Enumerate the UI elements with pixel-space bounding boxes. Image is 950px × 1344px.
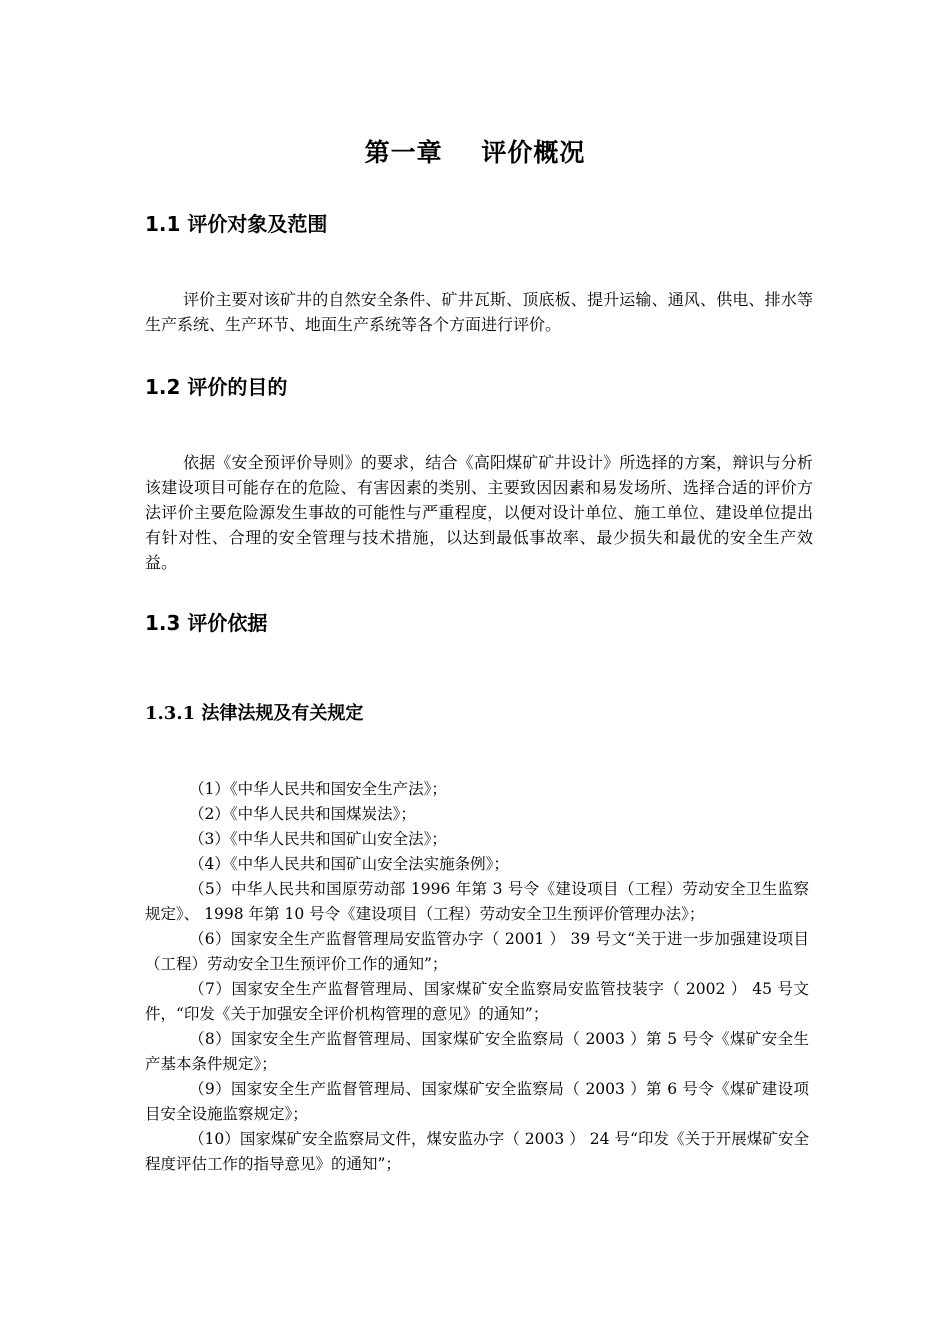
section-heading-1-3: 1.3 评价依据 [145, 611, 268, 635]
regulation-item: （10）国家煤矿安全监察局文件，煤安监办字（ 2003 ） 24 号“印发《关于开展煤矿安全程度评估工作的指导意见》的通知”； [145, 1130, 809, 1173]
regulation-list [145, 777, 809, 1177]
section-heading-1-2: 1.2 评价的目的 [145, 375, 288, 399]
regulation-item: （2）《中华人民共和国煤炭法》； [189, 805, 416, 823]
regulation-item: （9）国家安全生产监督管理局、国家煤矿安全监察局（ 2003 ）第 6 号令《煤矿建设项目安全设施监察规定》； [145, 1080, 809, 1123]
regulation-item: （1）《中华人民共和国安全生产法》； [189, 780, 447, 798]
regulation-item: （4）《中华人民共和国矿山安全法实施条例》； [189, 855, 509, 873]
regulation-item: （8）国家安全生产监督管理局、国家煤矿安全监察局（ 2003 ）第 5 号令《煤矿安全生产基本条件规定》； [145, 1030, 809, 1073]
section-heading-1-3-1: 1.3.1 法律法规及有关规定 [145, 703, 364, 724]
regulation-item: （5）中华人民共和国原劳动部 1996 年第 3 号令《建设项目（工程）劳动安全卫生监察规定》、 1998 年第 10 号令《建设项目（工程）劳动安全卫生预评价管理办法》； [145, 880, 809, 923]
regulation-item: （7）国家安全生产监督管理局、国家煤矿安全监察局安监管技装字（ 2002 ） 45 号文件，“印发《关于加强安全评价机构管理的意见》的通知”； [145, 980, 809, 1023]
section-1-2-paragraph: 依据《安全预评价导则》的要求，结合《高阳煤矿矿井设计》所选择的方案，辩识与分析该建设项目可能存在的危险、有害因素的类别、主要致因因素和易发场所、选择合适的评价方法评价主要危险源发生事故的可能性与严重程度，以便对设计单位、施工单位、建设单位提出有针对性、合理的安全管理与技术措施，以达到最低事故率、最少损失和最优的安全生产效益。 [145, 453, 813, 572]
regulation-item: （6）国家安全生产监督管理局安监管办字（ 2001 ） 39 号文“关于进一步加强建设项目（工程）劳动安全卫生预评价工作的通知”； [145, 930, 809, 973]
chapter-title: 第一章 评价概况 [364, 138, 586, 167]
regulation-item: （3）《中华人民共和国矿山安全法》； [189, 830, 447, 848]
section-1-1-paragraph: 评价主要对该矿井的自然安全条件、矿井瓦斯、顶底板、提升运输、通风、供电、排水等生产系统、生产环节、地面生产系统等各个方面进行评价。 [145, 290, 813, 334]
section-heading-1-1: 1.1 评价对象及范围 [145, 212, 328, 236]
